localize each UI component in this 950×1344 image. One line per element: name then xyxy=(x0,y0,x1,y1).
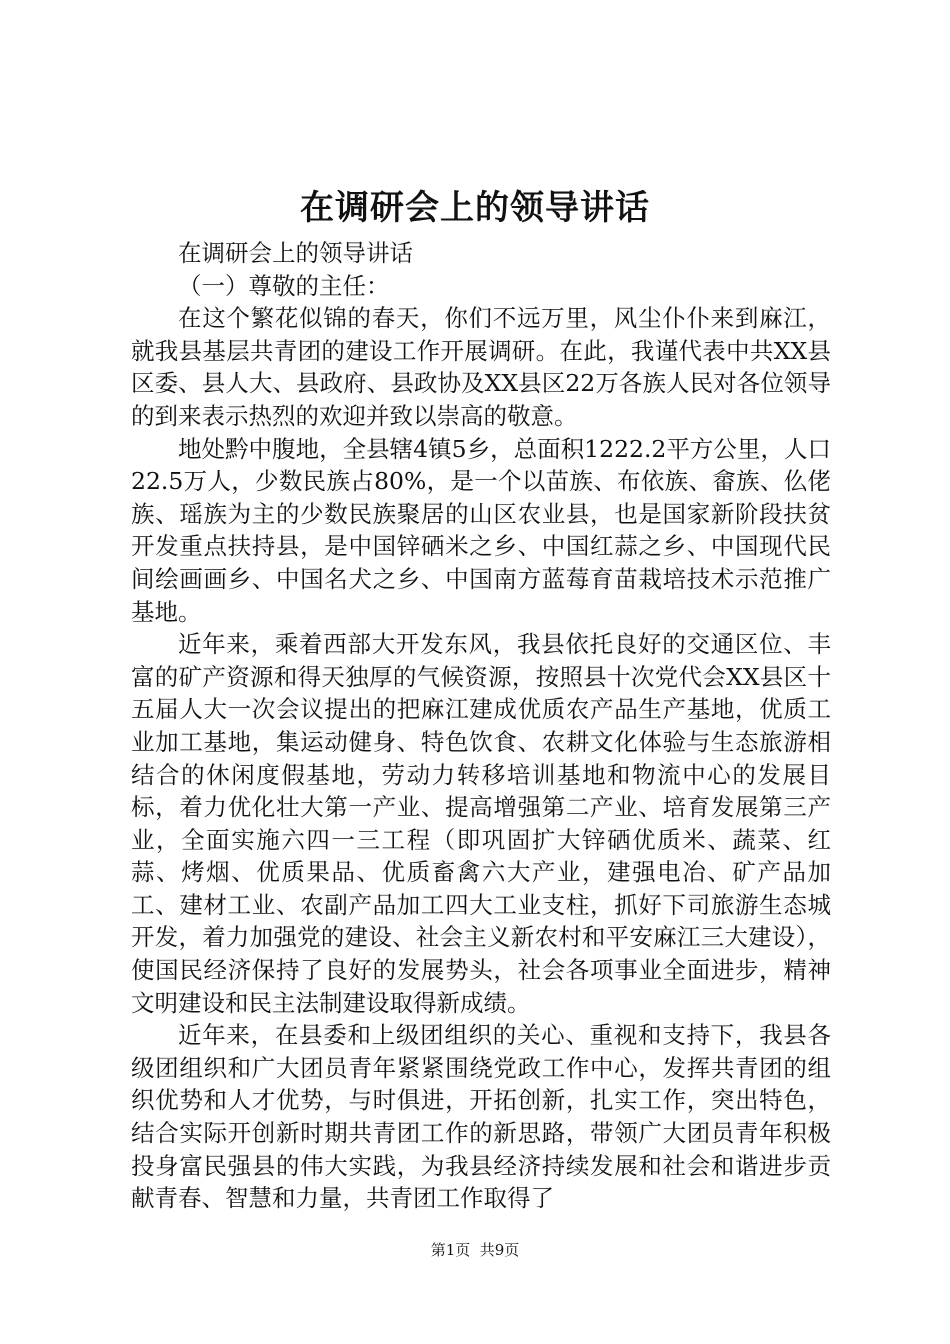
paragraph-county-profile: 地处黔中腹地，全县辖4镇5乡，总面积1222.2平方公里，人口22.5万人，少数民族占80%，是一个以苗族、布依族、畲族、仫佬族、瑶族为主的少数民族聚居的山区农业县，也是国家新阶段扶贫开发重点扶持县，是中国锌硒米之乡、中国红蒜之乡、中国现代民间绘画画乡、中国名犬之乡、中国南方蓝莓育苗栽培技术示范推广基地。 xyxy=(131,434,831,626)
page-number-label: 第1页 共9页 xyxy=(430,1241,520,1259)
paragraph-youth-league: 近年来，在县委和上级团组织的关心、重视和支持下，我县各级团组织和广大团员青年紧紧围绕党政工作中心，发挥共青团的组织优势和人才优势，与时俱进，开拓创新，扎实工作，突出特色，结合实际开创新时期共青团工作的新思路，带领广大团员青年积极投身富民强县的伟大实践，为我县经济持续发展和社会和谐进步贡献青春、智慧和力量，共青团工作取得了 xyxy=(131,1021,831,1213)
document-body xyxy=(131,237,831,1215)
paragraph-welcome: 在这个繁花似锦的春天，你们不远万里，风尘仆仆来到麻江，就我县基层共青团的建设工作开展调研。在此，我谨代表中共XX县区委、县人大、县政府、县政协及XX县区22万各族人民对各位领导的到来表示热烈的欢迎并致以崇高的敬意。 xyxy=(131,304,831,430)
paragraph-subtitle: 在调研会上的领导讲话 xyxy=(178,239,413,267)
paragraph-development: 近年来，乘着西部大开发东风，我县依托良好的交通区位、丰富的矿产资源和得天独厚的气候资源，按照县十次党代会XX县区十五届人大一次会议提出的把麻江建成优质农产品生产基地，优质工业加工基地，集运动健身、特色饮食、农耕文化体验与生态旅游相结合的休闲度假基地，劳动力转移培训基地和物流中心的发展目标，着力优化壮大第一产业、提高增强第二产业、培育发展第三产业，全面实施六四一三工程（即巩固扩大锌硒优质米、蔬菜、红蒜、烤烟、优质果品、优质畜禽六大产业，建强电冶、矿产品加工、建材工业、农副产品加工四大工业支柱，抓好下司旅游生态城开发，着力加强党的建设、社会主义新农村和平安麻江三大建设），使国民经济保持了良好的发展势头，社会各项事业全面进步，精神文明建设和民主法制建设取得新成绩。 xyxy=(131,630,831,1017)
paragraph-salutation: （一）尊敬的主任： xyxy=(178,271,390,300)
page-number-footer xyxy=(0,1240,950,1260)
document-title: 在调研会上的领导讲话 xyxy=(300,188,650,228)
